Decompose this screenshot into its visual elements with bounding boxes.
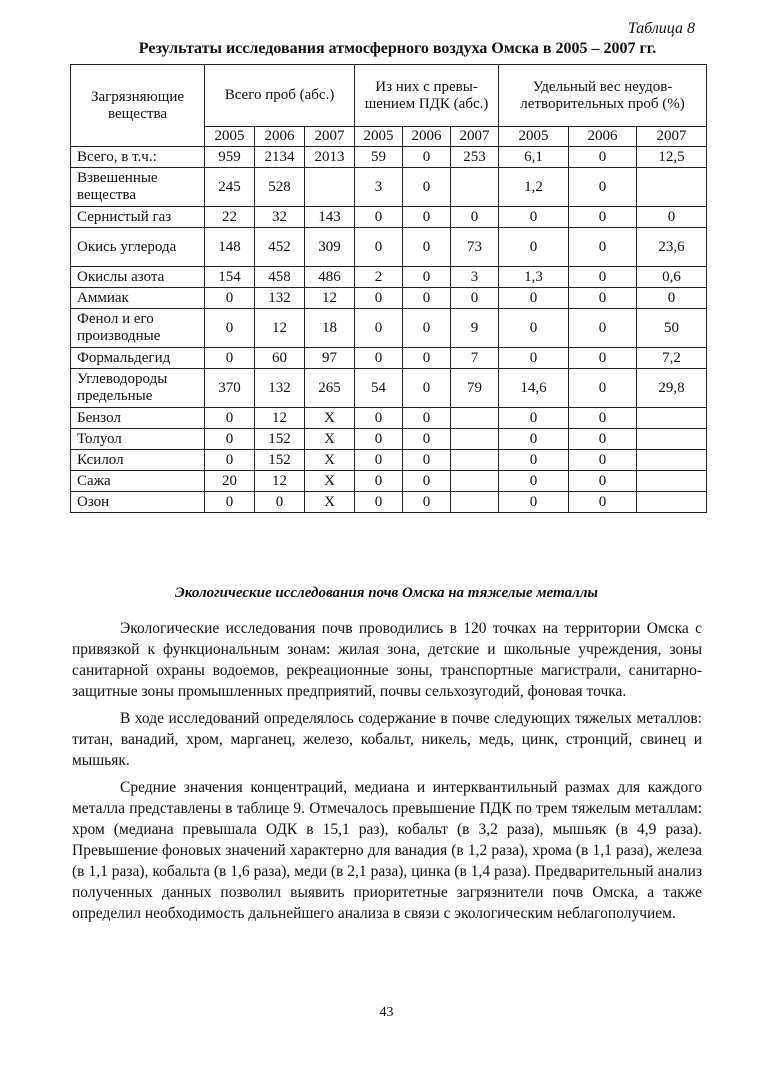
table-cell: 12: [305, 288, 355, 309]
table-cell: 0: [499, 228, 569, 267]
table-cell: 2134: [255, 147, 305, 168]
table-cell: [637, 492, 707, 513]
table-cell: 0: [637, 288, 707, 309]
header-year: 2007: [637, 127, 707, 147]
row-label: Окись углерода: [71, 228, 205, 267]
table-cell: 0: [499, 207, 569, 228]
table-cell: 309: [305, 228, 355, 267]
table-cell: 0: [355, 429, 403, 450]
table-row: [71, 147, 707, 168]
row-label: Толуол: [71, 429, 205, 450]
header-year: 2005: [355, 127, 403, 147]
table-cell: 0: [403, 492, 451, 513]
table-row: [71, 450, 707, 471]
table-cell: 79: [451, 369, 499, 408]
body-text: [72, 618, 702, 924]
table-row: [71, 492, 707, 513]
table-cell: [451, 492, 499, 513]
table-number: Таблица 8: [627, 20, 695, 37]
table-cell: 0: [403, 450, 451, 471]
table-row: [71, 267, 707, 288]
table-cell: 0: [403, 348, 451, 369]
table-row: [71, 471, 707, 492]
table-cell: [451, 471, 499, 492]
table-cell: 6,1: [499, 147, 569, 168]
table-cell: 0: [569, 348, 637, 369]
table-cell: 54: [355, 369, 403, 408]
table-cell: 0: [569, 228, 637, 267]
table-cell: 1,2: [499, 168, 569, 207]
table-cell: 452: [255, 228, 305, 267]
table-cell: 0: [637, 207, 707, 228]
table-cell: 0: [451, 288, 499, 309]
header-total-samples: Всего проб (абс.): [205, 65, 355, 127]
table-cell: 29,8: [637, 369, 707, 408]
table-cell: 0: [355, 408, 403, 429]
table-title: Результаты исследования атмосферного воздуха Омска в 2005 – 2007 гг.: [138, 40, 657, 57]
table-cell: 253: [451, 147, 499, 168]
table-cell: 0: [569, 267, 637, 288]
header-year: 2005: [499, 127, 569, 147]
table-cell: 0: [499, 450, 569, 471]
table-cell: 154: [205, 267, 255, 288]
table-cell: 0: [355, 309, 403, 348]
table-cell: 0: [355, 207, 403, 228]
table-cell: 32: [255, 207, 305, 228]
table-cell: 0: [355, 288, 403, 309]
table-cell: [637, 450, 707, 471]
table-cell: 0: [403, 207, 451, 228]
table-cell: 0: [403, 309, 451, 348]
header-year: 2007: [451, 127, 499, 147]
header-year: 2007: [305, 127, 355, 147]
table-cell: 0: [403, 267, 451, 288]
table-cell: 0: [499, 309, 569, 348]
table-cell: 7: [451, 348, 499, 369]
header-pollutant: Загрязняющие вещества: [71, 65, 205, 147]
table-cell: 0: [499, 288, 569, 309]
table-cell: [637, 408, 707, 429]
table-cell: 0: [255, 492, 305, 513]
table-cell: 0: [569, 369, 637, 408]
table-cell: 0: [355, 450, 403, 471]
table-row: [71, 369, 707, 408]
table-row: [71, 408, 707, 429]
table-cell: 0: [451, 207, 499, 228]
table-cell: 7,2: [637, 348, 707, 369]
table-cell: 0: [569, 147, 637, 168]
table-cell: 148: [205, 228, 255, 267]
table-cell: X: [305, 408, 355, 429]
table-cell: 0: [569, 207, 637, 228]
row-label: Ксилол: [71, 450, 205, 471]
header-year: 2006: [403, 127, 451, 147]
table-cell: 0: [499, 492, 569, 513]
table-cell: 0: [205, 309, 255, 348]
table-row: [71, 207, 707, 228]
table-cell: [451, 450, 499, 471]
table-cell: 73: [451, 228, 499, 267]
table-cell: 959: [205, 147, 255, 168]
table-row: [71, 288, 707, 309]
table-cell: 0: [403, 288, 451, 309]
table-cell: 0: [205, 288, 255, 309]
table-cell: 0: [569, 408, 637, 429]
table-cell: 0: [569, 492, 637, 513]
header-year: 2005: [205, 127, 255, 147]
table-cell: 0: [499, 408, 569, 429]
table-cell: 60: [255, 348, 305, 369]
table-cell: 0: [403, 228, 451, 267]
table-cell: 14,6: [499, 369, 569, 408]
paragraph: Средние значения концентраций, медиана и интерквантильный размах для каждого металла представлены в таблице 9. Отмечалось превышение ПДК по трем тяжелым металлам: хром (медиана превышала ОДК в 15,1 раз), кобальт (в 3,2 раза), мышьяк (в 4,9 раза). Превышение фоновых значений характерно для ванадия (в 1,2 раза), хрома (в 1,1 раза), железа (в 1,1 раза), кобальта (в 1,6 раза), меди (в 2,1 раза), цинка (в 1,4 раза). Предварительный анализ полученных данных позволил выявить приоритетные загрязнители почв Омска, а также определил необходимость дальнейшего анализа в связи с экологическим неблагополучием.: [72, 779, 702, 922]
table-cell: 143: [305, 207, 355, 228]
table-cell: 12: [255, 471, 305, 492]
table-cell: 0: [403, 168, 451, 207]
table-cell: 0: [569, 429, 637, 450]
table-cell: 20: [205, 471, 255, 492]
header-year: 2006: [569, 127, 637, 147]
table-row: [71, 429, 707, 450]
table-cell: 245: [205, 168, 255, 207]
table-cell: 0: [569, 450, 637, 471]
table-cell: 458: [255, 267, 305, 288]
table-cell: [451, 429, 499, 450]
table-cell: 3: [355, 168, 403, 207]
row-label: Сернистый газ: [71, 207, 205, 228]
table-cell: [451, 168, 499, 207]
table-cell: 97: [305, 348, 355, 369]
row-label: Аммиак: [71, 288, 205, 309]
table-cell: X: [305, 429, 355, 450]
row-label: Фенол и его производные: [71, 309, 205, 348]
table-cell: [637, 168, 707, 207]
section-heading: Экологические исследования почв Омска на тяжелые металлы: [175, 585, 598, 601]
table-cell: 2: [355, 267, 403, 288]
table-cell: 0: [499, 348, 569, 369]
row-label: Формальдегид: [71, 348, 205, 369]
table-cell: 0: [403, 471, 451, 492]
table-cell: 132: [255, 288, 305, 309]
table-cell: 0: [403, 408, 451, 429]
table-cell: 0,6: [637, 267, 707, 288]
table-cell: 0: [205, 348, 255, 369]
header-exceeding: Из них с превы-шением ПДК (абс.): [355, 65, 499, 127]
table-cell: 152: [255, 429, 305, 450]
table-body: [71, 147, 707, 513]
table-cell: 0: [403, 369, 451, 408]
table-cell: 0: [403, 147, 451, 168]
table-cell: X: [305, 450, 355, 471]
table-cell: X: [305, 471, 355, 492]
table-cell: 9: [451, 309, 499, 348]
table-cell: X: [305, 492, 355, 513]
table-cell: 18: [305, 309, 355, 348]
table-cell: 3: [451, 267, 499, 288]
table-cell: 486: [305, 267, 355, 288]
table-cell: 0: [355, 348, 403, 369]
table-cell: [637, 429, 707, 450]
table-row: [71, 309, 707, 348]
table-cell: 0: [355, 492, 403, 513]
table-cell: 12: [255, 309, 305, 348]
row-label: Углеводороды предельные: [71, 369, 205, 408]
table-cell: 528: [255, 168, 305, 207]
table-cell: 59: [355, 147, 403, 168]
table-cell: 0: [355, 471, 403, 492]
table-cell: 0: [569, 471, 637, 492]
table-cell: 23,6: [637, 228, 707, 267]
paragraph: Экологические исследования почв проводились в 120 точках на территории Омска с привязкой к функциональным зонам: жилая зона, детские и школьные учреждения, зоны санитарной охраны водоемов, рекреационные зоны, транспортные магистрали, санитарно-защитные зоны промышленных предприятий, почвы сельхозугодий, фоновая точка.: [72, 620, 702, 700]
table-cell: [451, 408, 499, 429]
header-share: Удельный вес неудов-летворительных проб (%): [499, 65, 707, 127]
table-cell: 152: [255, 450, 305, 471]
table-cell: 2013: [305, 147, 355, 168]
table-cell: 0: [205, 408, 255, 429]
table-cell: 0: [569, 309, 637, 348]
row-label: Взвешенные вещества: [71, 168, 205, 207]
table-cell: [637, 471, 707, 492]
table-cell: 0: [499, 429, 569, 450]
table-row: [71, 228, 707, 267]
table-cell: 22: [205, 207, 255, 228]
row-label: Сажа: [71, 471, 205, 492]
table-cell: 370: [205, 369, 255, 408]
table-cell: 0: [205, 450, 255, 471]
paragraph: В ходе исследований определялось содержание в почве следующих тяжелых металлов: титан, ванадий, хром, марганец, железо, кобальт, никель, медь, цинк, стронций, свинец и мышьяк.: [72, 710, 702, 769]
table-cell: 0: [403, 429, 451, 450]
row-label: Бензол: [71, 408, 205, 429]
table-cell: 0: [569, 288, 637, 309]
page-number: 43: [379, 1005, 394, 1020]
table-cell: 265: [305, 369, 355, 408]
table-row: [71, 168, 707, 207]
header-year: 2006: [255, 127, 305, 147]
row-label: Окислы азота: [71, 267, 205, 288]
table-cell: [305, 168, 355, 207]
table-cell: 50: [637, 309, 707, 348]
table-cell: 12,5: [637, 147, 707, 168]
table-cell: 12: [255, 408, 305, 429]
row-label: Озон: [71, 492, 205, 513]
table-cell: 0: [355, 228, 403, 267]
table-cell: 1,3: [499, 267, 569, 288]
table-cell: 0: [205, 429, 255, 450]
table-cell: 132: [255, 369, 305, 408]
pollution-table: [70, 64, 707, 513]
table-cell: 0: [205, 492, 255, 513]
table-row: [71, 348, 707, 369]
table-cell: 0: [499, 471, 569, 492]
table-cell: 0: [569, 168, 637, 207]
row-label: Всего, в т.ч.:: [71, 147, 205, 168]
